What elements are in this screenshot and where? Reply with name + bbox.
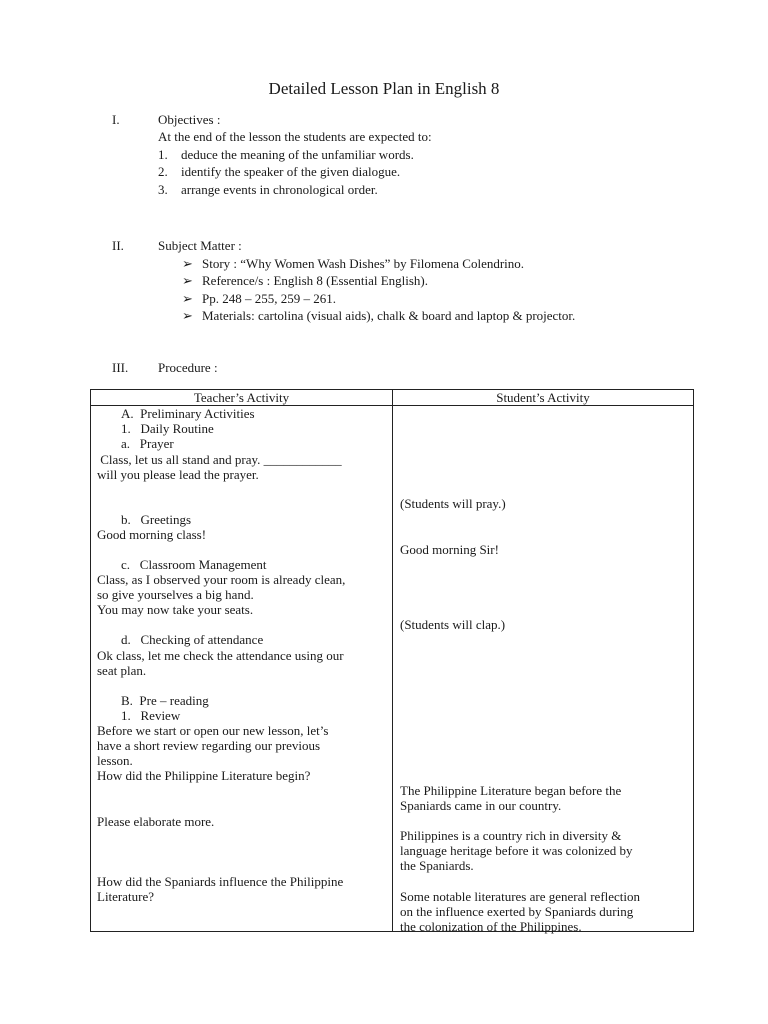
teacher-line: so give yourselves a big hand.	[97, 587, 254, 602]
teacher-line: a. Prayer	[121, 436, 174, 451]
subject-item-pages: Pp. 248 – 255, 259 – 261.	[202, 291, 336, 306]
teacher-line: Before we start or open our new lesson, let’s	[97, 723, 329, 738]
subject-matter-heading: Subject Matter :	[158, 238, 242, 253]
subject-bullet	[182, 256, 524, 271]
objective-item: deduce the meaning of the unfamiliar words.	[181, 147, 414, 162]
subject-item-story: Story : “Why Women Wash Dishes” by Filomena Colendrino.	[202, 256, 525, 271]
subject-item-reference: Reference/s : English 8 (Essential English).	[202, 273, 429, 288]
teacher-line: d. Checking of attendance	[121, 632, 264, 647]
teacher-line: 1. Daily Routine	[121, 421, 214, 436]
document-title: Detailed Lesson Plan in English 8	[268, 79, 500, 98]
teacher-line: B. Pre – reading	[121, 693, 209, 708]
teacher-line: Literature?	[97, 889, 155, 904]
teacher-column-header: Teacher’s Activity	[193, 390, 290, 405]
objective-item: identify the speaker of the given dialogue.	[181, 164, 401, 179]
student-line: the colonization of the Philippines.	[400, 919, 582, 934]
subject-item-materials: Materials: cartolina (visual aids), chalk & board and laptop & projector.	[202, 308, 576, 323]
teacher-line: lesson.	[97, 753, 133, 768]
student-column-header: Student’s Activity	[496, 390, 590, 405]
student-line: The Philippine Literature began before the	[400, 783, 622, 798]
teacher-line: have a short review regarding our previous	[97, 738, 321, 753]
procedure-numeral: III.	[112, 360, 129, 375]
teacher-line: How did the Philippine Literature begin?	[97, 768, 311, 783]
teacher-line: Good morning class!	[97, 527, 207, 542]
teacher-line: c. Classroom Management	[121, 557, 267, 572]
student-line: (Students will clap.)	[400, 617, 506, 632]
objective-number: 1.	[158, 147, 168, 162]
student-line: Philippines is a country rich in diversity &	[400, 828, 622, 843]
teacher-line: Class, let us all stand and pray. ____________	[97, 452, 342, 467]
subject-matter-numeral: II.	[112, 238, 124, 253]
teacher-line: You may now take your seats.	[97, 602, 254, 617]
teacher-line: Please elaborate more.	[97, 814, 215, 829]
teacher-line: Ok class, let me check the attendance using our	[97, 648, 344, 663]
objective-number: 2.	[158, 164, 168, 179]
arrow-bullet-icon: ➢	[182, 308, 193, 323]
student-line: language heritage before it was colonized by	[400, 843, 633, 858]
teacher-line: will you please lead the prayer.	[97, 467, 259, 482]
teacher-line: seat plan.	[97, 663, 147, 678]
arrow-bullet-icon: ➢	[182, 256, 193, 271]
procedure-heading: Procedure :	[158, 360, 218, 375]
subject-bullet	[182, 273, 428, 288]
student-line: Good morning Sir!	[400, 542, 499, 557]
teacher-line: How did the Spaniards influence the Philippine	[97, 874, 344, 889]
student-line: Some notable literatures are general reflection	[400, 889, 641, 904]
column-divider	[392, 390, 393, 931]
objectives-heading: Objectives :	[158, 112, 221, 127]
arrow-bullet-icon: ➢	[182, 291, 193, 306]
student-line: (Students will pray.)	[400, 496, 506, 511]
student-line: the Spaniards.	[400, 858, 474, 873]
subject-bullet	[182, 291, 336, 306]
activity-table	[90, 389, 694, 932]
teacher-line: Class, as I observed your room is already clean,	[97, 572, 346, 587]
objectives-intro: At the end of the lesson the students are expected to:	[158, 129, 432, 144]
objective-item: arrange events in chronological order.	[181, 182, 378, 197]
objective-number: 3.	[158, 182, 168, 197]
teacher-line: 1. Review	[121, 708, 181, 723]
subject-bullet	[182, 308, 575, 323]
arrow-bullet-icon: ➢	[182, 273, 193, 288]
objectives-numeral: I.	[112, 112, 120, 127]
student-line: Spaniards came in our country.	[400, 798, 562, 813]
teacher-line: A. Preliminary Activities	[121, 406, 255, 421]
teacher-line: b. Greetings	[121, 512, 192, 527]
student-line: on the influence exerted by Spaniards during	[400, 904, 634, 919]
